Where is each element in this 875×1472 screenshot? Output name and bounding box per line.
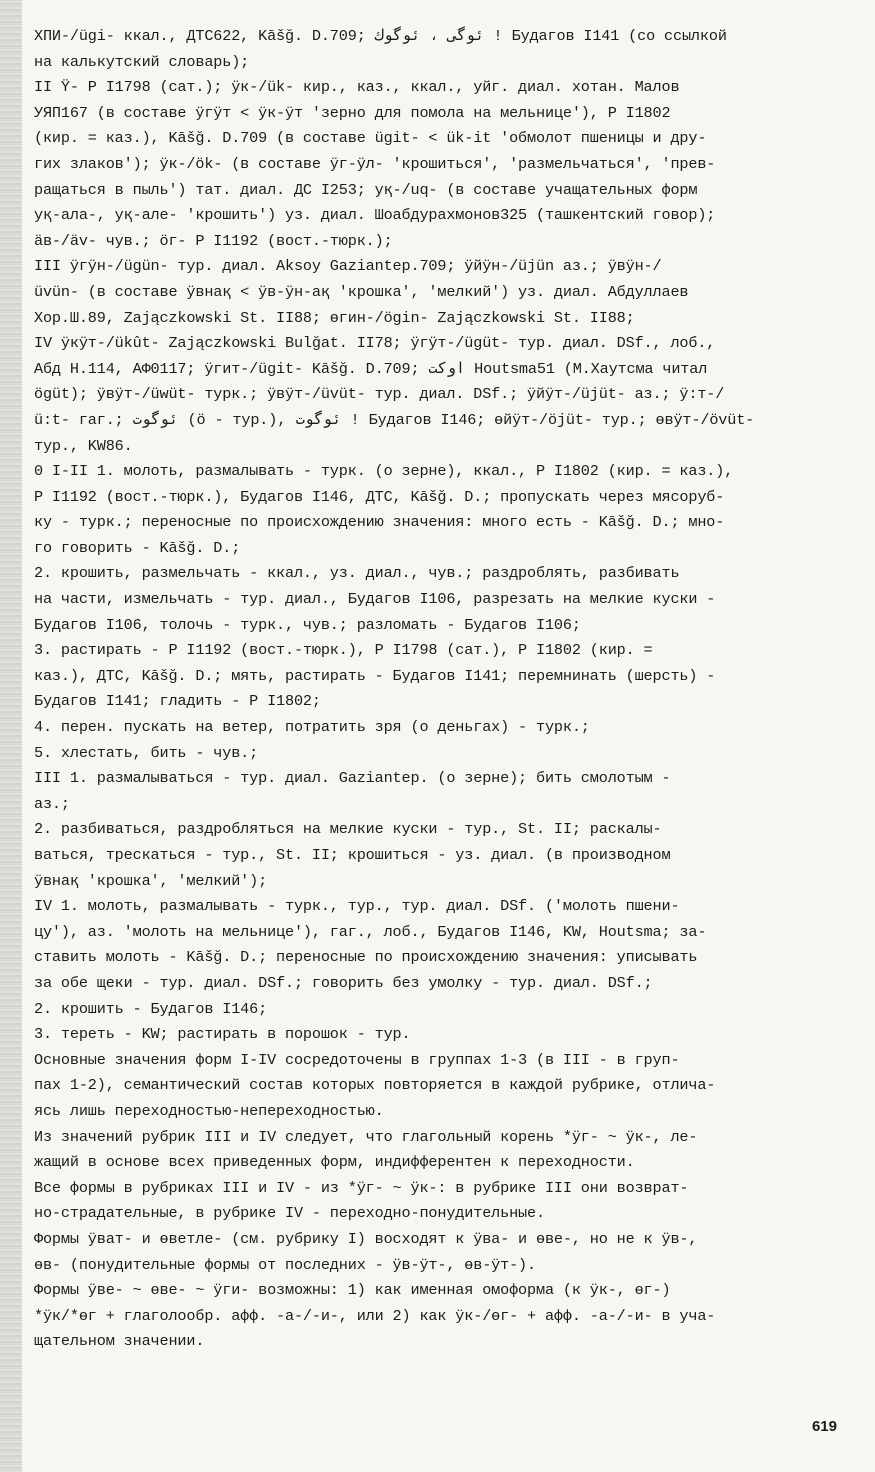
text-line: өв- (понудительные формы от последних - ÿв-ÿт-, өв-ÿт-). xyxy=(34,1255,536,1274)
text-line: ку - турк.; переносные по происхождению значения: много есть - Kāšğ. D.; мно- xyxy=(34,513,725,532)
text-line: II Ÿ- Р I1798 (сат.); ÿк-/ük- кир., каз., ккал., уйг. диал. хотан. Малов xyxy=(34,78,680,97)
page-number: 619 xyxy=(811,1418,837,1435)
text-line: на части, измельчать - тур. диал., Будагов I106, разрезать на мелкие куски - xyxy=(34,590,716,609)
text-line: гих злаков'); ÿк-/ök- (в составе ÿг-ÿл- 'крошиться', 'размельчаться', 'прев- xyxy=(34,154,716,173)
text-line: ögüt); ÿвÿт-/üwüt- турк.; ÿвÿт-/üvüt- тур. диал. DSf.; ÿйÿт-/üjüt- аз.; ÿ:т-/ xyxy=(34,385,725,404)
text-line: тур., KW86. xyxy=(34,436,133,455)
text-line: üvün- (в составе ÿвнақ < ÿв-ÿн-ақ 'крошка', 'мелкий') уз. диал. Абдуллаев xyxy=(34,282,689,301)
text-line: ставить молоть - Kāšğ. D.; переносные по происхождению значения: уписывать xyxy=(34,948,698,967)
text-line: 2. крошить, размельчать - ккал., уз. диал., чув.; раздроблять, разбивать xyxy=(34,564,680,583)
text-line: аз.; xyxy=(34,794,70,813)
text-line: ращаться в пыль') тат. диал. ДС I253; уқ-/uq- (в составе учащательных форм xyxy=(34,180,698,199)
text-line: (кир. = каз.), Kāšğ. D.709 (в составе ügit- < ük-it 'обмолот пшеницы и дру- xyxy=(34,129,707,148)
text-line: Будагов I106, толочь - турк., чув.; разломать - Будагов I106; xyxy=(34,615,581,634)
text-line: III 1. размалываться - тур. диал. Gaziantep. (о зерне); бить смолотым - xyxy=(34,769,671,788)
page-text xyxy=(34,24,844,1355)
text-line: III ÿгÿн-/ügün- тур. диал. Aksoy Gaziantep.709; ÿйÿн-/üjün аз.; ÿвÿн-/ xyxy=(34,257,662,276)
text-line: 0 I-II 1. молоть, размалывать - турк. (о зерне), ккал., Р I1802 (кир. = каз.), xyxy=(34,462,734,481)
text-line: *ÿк/*өг + глаголообр. афф. -а-/-и-, или 2) как ÿк-/өг- + афф. -а-/-и- в уча- xyxy=(34,1306,716,1325)
text-line: IV 1. молоть, размалывать - турк., тур., тур. диал. DSf. ('молоть пшени- xyxy=(34,897,680,916)
text-line: 2. крошить - Будагов I146; xyxy=(34,999,268,1018)
text-line: жащий в основе всех приведенных форм, индифферентен к переходности. xyxy=(34,1153,635,1172)
text-line: го говорить - Kāšğ. D.; xyxy=(34,538,241,557)
text-line: 3. тереть - KW; растирать в порошок - тур. xyxy=(34,1025,411,1044)
text-line: ü:t- гаг.; ئوگوت (ö - тур.), ئوگوت ! Будагов I146; өйÿт-/öjüt- тур.; өвÿт-/övüt- xyxy=(34,410,755,429)
text-line: ÿвнақ 'крошка', 'мелкий'); xyxy=(34,871,268,890)
text-line: за обе щеки - тур. диал. DSf.; говорить без умолку - тур. диал. DSf.; xyxy=(34,973,653,992)
text-line: Из значений рубрик III и IV следует, что глагольный корень *ÿг- ~ ÿк-, ле- xyxy=(34,1127,698,1146)
scan-gutter xyxy=(0,0,22,1472)
text-line: пах 1-2), семантический состав которых повторяется в каждой рубрике, отлича- xyxy=(34,1076,716,1095)
text-line: УЯП167 (в составе ÿгÿт < ÿк-ÿт 'зерно для помола на мельнице'), Р I1802 xyxy=(34,103,671,122)
text-line: цу'), аз. 'молоть на мельнице'), гаг., лоб., Будагов I146, KW, Houtsma; за- xyxy=(34,922,707,941)
text-line: уқ-ала-, уқ-але- 'крошить') уз. диал. Шоабдурахмонов325 (ташкентский говор); xyxy=(34,206,716,225)
text-line: Формы ÿват- и өветле- (см. рубрику I) восходят к ÿва- и өве-, но не к ÿв-, xyxy=(34,1229,698,1248)
text-line: IV ÿкÿт-/ükût- Zajączkowski Bulğat. II78; ÿгÿт-/ügüt- тур. диал. DSf., лоб., xyxy=(34,334,716,353)
text-line: äв-/äv- чув.; öг- Р I1192 (вост.-тюрк.); xyxy=(34,231,393,250)
text-line: Р I1192 (вост.-тюрк.), Будагов I146, ДТС, Kāšğ. D.; пропускать через мясоруб- xyxy=(34,487,725,506)
text-line: но-страдательные, в рубрике IV - переходно-понудительные. xyxy=(34,1204,545,1223)
text-line: Основные значения форм I-IV сосредоточены в группах 1-3 (в III - в груп- xyxy=(34,1050,680,1069)
text-line: Хор.Ш.89, Zajączkowski St. II88; өгин-/ögin- Zajączkowski St. II88; xyxy=(34,308,635,327)
text-line: 3. растирать - Р I1192 (вост.-тюрк.), Р I1798 (сат.), Р I1802 (кир. = xyxy=(34,641,653,660)
text-line: 5. хлестать, бить - чув.; xyxy=(34,743,259,762)
text-line: 2. разбиваться, раздробляться на мелкие куски - тур., St. II; раскалы- xyxy=(34,820,662,839)
text-line: щательном значении. xyxy=(34,1332,205,1351)
text-line: Все формы в рубриках III и IV - из *ÿг- ~ ÿк-: в рубрике III они возврат- xyxy=(34,1178,689,1197)
text-line: Абд Н.114, АФ0117; ÿгит-/ügit- Kāšğ. D.709; اوكت Houtsma51 (М.Хаутсма читал xyxy=(34,359,708,378)
text-line: ясь лишь переходностью-непереходностью. xyxy=(34,1101,384,1120)
text-line: каз.), ДТС, Kāšğ. D.; мять, растирать - Будагов I141; перемнинать (шерсть) - xyxy=(34,666,716,685)
text-line: ваться, трескаться - тур., St. II; крошиться - уз. диал. (в производном xyxy=(34,846,671,864)
text-line: Формы ÿве- ~ өве- ~ ÿги- возможны: 1) как именная омоформа (к ÿк-, өг-) xyxy=(34,1281,671,1300)
text-line: 4. перен. пускать на ветер, потратить зря (о деньгах) - турк.; xyxy=(34,718,590,737)
text-line: ХПИ-/ügi- ккал., ДТС622, Kāšğ. D.709; ئوگى ، ئوگوك ! Будагов I141 (со ссылкой xyxy=(34,27,727,45)
text-line: на калькутский словарь); xyxy=(34,52,250,71)
text-line: Будагов I141; гладить - Р I1802; xyxy=(34,692,321,711)
